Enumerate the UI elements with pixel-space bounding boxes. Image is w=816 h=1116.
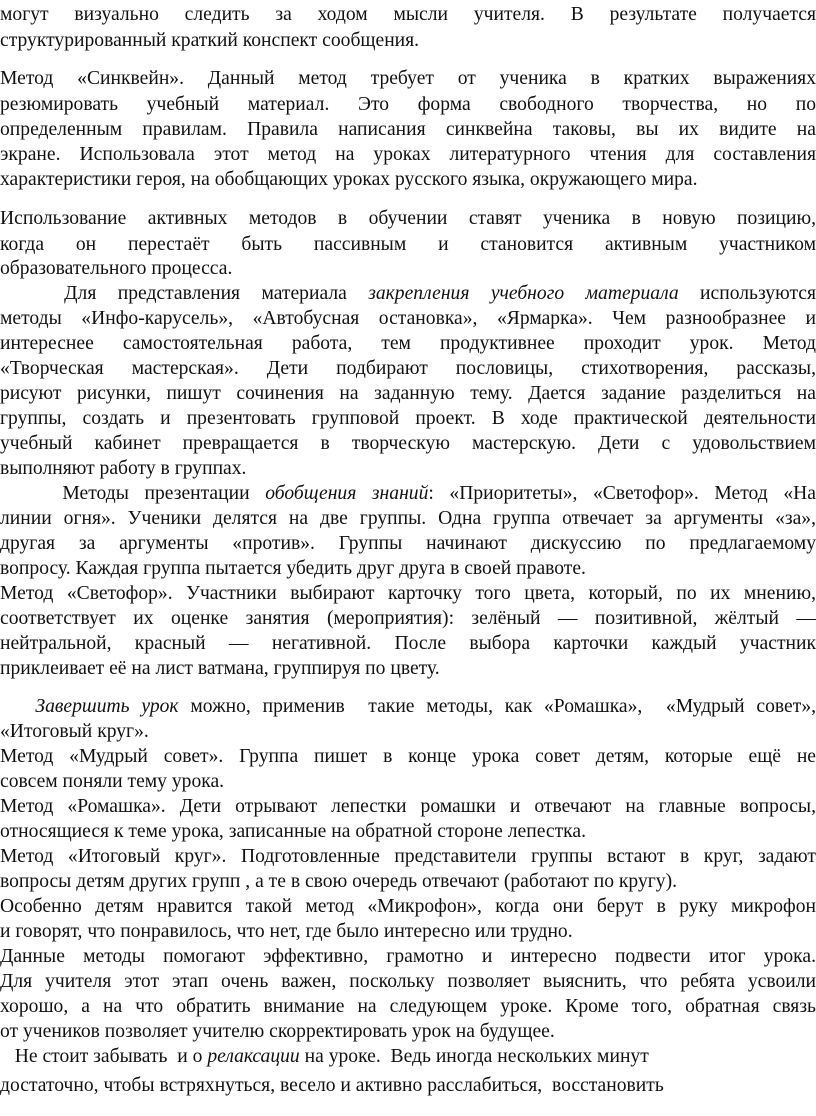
text-line: нейтральной, красный — негативной. После выбора карточки каждый участник	[0, 633, 816, 654]
text-line	[0, 694, 816, 720]
text-line: достаточно, чтобы встряхнуться, весело и активно расслабиться, восстановить	[0, 1075, 664, 1096]
text-line: совсем поняли тему урока.	[0, 771, 225, 792]
text-line: когда он перестаёт быть пассивным и становится активным участником	[0, 234, 816, 255]
text-line	[0, 481, 816, 507]
text-line: выполняют работу в группах.	[0, 458, 247, 479]
text-line: интереснее самостоятельная работа, тем продуктивнее проходит урок. Метод	[0, 333, 816, 354]
text-line: Метод «Синквейн». Данный метод требует от ученика в кратких выражениях	[0, 68, 816, 89]
text-line: «Итоговый круг».	[0, 721, 149, 742]
text-line: образовательного процесса.	[0, 258, 233, 279]
text-line: «Творческая мастерская». Дети подбирают пословицы, стихотворения, рассказы,	[0, 358, 816, 379]
text-segment: Методы презентации	[0, 483, 266, 504]
text-line: хорошо, а на что обратить внимание на следующем уроке. Кроме того, обратная связь	[0, 996, 816, 1017]
text-line: соответствует их оценке занятия (мероприятия): зелёный — позитивной, жёлтый —	[0, 608, 816, 629]
text-line: группы, создать и презентовать групповой проект. В ходе практической деятельности	[0, 408, 816, 429]
text-segment: Не стоит забывать и о	[0, 1046, 208, 1067]
text-line: рисуют рисунки, пишут сочинения на заданную тему. Дается задание разделиться на	[0, 383, 816, 404]
text-line: резюмировать учебный материал. Это форма свободного творчества, но по	[0, 94, 816, 115]
text-line: экране. Использовала этот метод на уроках литературного чтения для составления	[0, 144, 816, 165]
text-line: относящиеся к теме урока, записанные на обратной стороне лепестка.	[0, 821, 586, 842]
text-segment: : «Приоритеты», «Светофор». Метод «На	[428, 483, 816, 504]
text-line: учебный кабинет превращается в творческую мастерскую. Дети с удовольствием	[0, 433, 816, 454]
text-line: структурированный краткий конспект сообщения.	[0, 30, 420, 51]
text-line: определенным правилам. Правила написания синквейна таковы, вы их видите на	[0, 119, 816, 140]
text-line: от учеников позволяет учителю скорректировать урок на будущее.	[0, 1021, 555, 1042]
text-line: Метод «Ромашка». Дети отрывают лепестки ромашки и отвечают на главные вопросы,	[0, 796, 816, 817]
italic-term: закрепления учебного материала	[368, 283, 679, 304]
text-segment: Для представления материала	[0, 283, 369, 304]
text-line: могут визуально следить за ходом мысли учителя. В результате получается	[0, 4, 816, 25]
text-line: Использование активных методов в обучении ставят ученика в новую позицию,	[0, 208, 816, 229]
italic-term: релаксации	[207, 1046, 300, 1067]
text-segment	[0, 696, 35, 717]
text-line: методы «Инфо-карусель», «Автобусная остановка», «Ярмарка». Чем разнообразнее и	[0, 308, 816, 329]
text-line: Для учителя этот этап очень важен, поскольку позволяет выяснить, что ребята усвоили	[0, 971, 816, 992]
text-segment: на уроке. Ведь иногда нескольких минут	[299, 1046, 649, 1067]
text-line: характеристики героя, на обобщающих уроках русского языка, окружающего мира.	[0, 169, 698, 190]
text-line: Метод «Мудрый совет». Группа пишет в конце урока совет детям, которые ещё не	[0, 746, 816, 767]
text-line: линии огня». Ученики делятся на две группы. Одна группа отвечает за аргументы «за»,	[0, 508, 816, 529]
text-segment: используются	[678, 283, 816, 304]
text-line: и говорят, что понравилось, что нет, где было интересно или трудно.	[0, 921, 573, 942]
italic-term: обобщения знаний	[265, 483, 429, 504]
text-line: другая за аргументы «против». Группы начинают дискуссию по предлагаемому	[0, 533, 816, 554]
text-line: вопросы детям других групп , а те в свою очередь отвечают (работают по кругу).	[0, 871, 678, 892]
text-line	[0, 281, 816, 307]
text-segment: можно, применив такие методы, как «Ромашка», «Мудрый совет»,	[178, 696, 816, 717]
text-line: Особенно детям нравится такой метод «Микрофон», когда они берут в руку микрофон	[0, 896, 816, 917]
text-line: Метод «Светофор». Участники выбирают карточку того цвета, который, по их мнению,	[0, 583, 816, 604]
text-line: вопросу. Каждая группа пытается убедить друг друга в своей правоте.	[0, 558, 586, 579]
italic-term: Завершить урок	[35, 696, 179, 717]
text-line: Данные методы помогают эффективно, грамотно и интересно подвести итог урока.	[0, 946, 816, 967]
text-line: приклеивает её на лист ватмана, группируя по цвету.	[0, 658, 440, 679]
text-line: Метод «Итоговый круг». Подготовленные представители группы встают в круг, задают	[0, 846, 816, 867]
text-line	[0, 1044, 816, 1070]
